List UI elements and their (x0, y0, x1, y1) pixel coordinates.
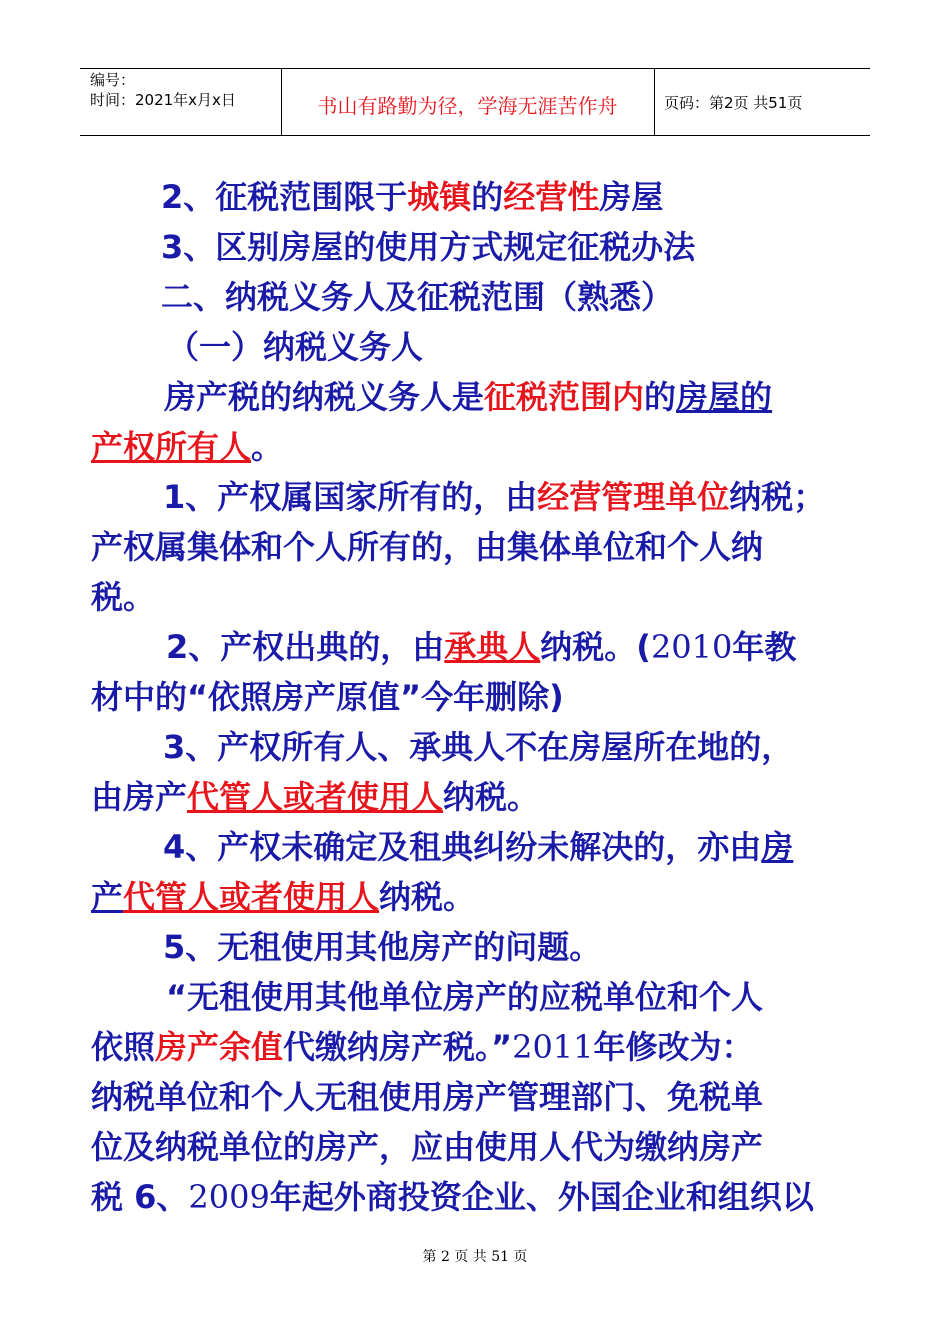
text-line: 3、区别房屋的使用方式规定征税办法 (161, 228, 696, 266)
document-body (91, 172, 881, 1222)
text-line: 2、征税范围限于城镇的经营性房屋 (161, 178, 664, 216)
text-line: 税。 (91, 578, 156, 616)
text-line: 产代管人或者使用人纳税。 (91, 878, 476, 916)
text-line: 1、产权属国家所有的，由经营管理单位纳税； (163, 478, 826, 516)
text-line: 依照房产余值代缴纳房产税。”2011年修改为： (91, 1028, 754, 1066)
text-line: 2、产权出典的，由承典人纳税。(2010年教 (166, 628, 797, 666)
text-line: 5、无租使用其他房产的问题。 (163, 928, 602, 966)
header-bottom-rule (80, 135, 870, 136)
text-line: 3、产权所有人、承典人不在房屋所在地的， (163, 728, 794, 766)
text-line: 产权属集体和个人所有的，由集体单位和个人纳 (91, 528, 764, 566)
text-line: 纳税单位和个人无租使用房产管理部门、免税单 (91, 1078, 764, 1116)
header-number-label: 编号： (90, 71, 136, 89)
text-line: 产权所有人。 (91, 428, 284, 466)
section-heading: 二、纳税义务人及征税范围（熟悉） (161, 278, 674, 316)
header-meta (90, 70, 236, 110)
header-motto: 书山有路勤为径，学海无涯苦作舟 (317, 94, 618, 118)
header-date: 时间：2021年x月x日 (90, 91, 236, 109)
text-line: 税 6、2009年起外商投资企业、外国企业和组织以 (91, 1178, 814, 1216)
text-line: 位及纳税单位的房产，应由使用人代为缴纳房产 (91, 1128, 764, 1166)
text-line: “无租使用其他单位房产的应税单位和个人 (166, 978, 764, 1016)
text-line: 房产税的纳税义务人是征税范围内的房屋的 (164, 378, 773, 416)
header-divider-2 (654, 68, 655, 135)
text-line: 由房产代管人或者使用人纳税。 (91, 778, 540, 816)
text-line: 4、产权未确定及租典纠纷未解决的，亦由房 (163, 828, 794, 866)
text-line: 材中的“依照房产原值”今年删除) (91, 678, 564, 716)
page-footer: 第 2 页 共 51 页 (422, 1249, 528, 1265)
header-top-rule (80, 68, 870, 69)
subsection-heading: （一）纳税义务人 (167, 328, 424, 366)
header-page-info: 页码：第2页 共51页 (664, 94, 803, 112)
